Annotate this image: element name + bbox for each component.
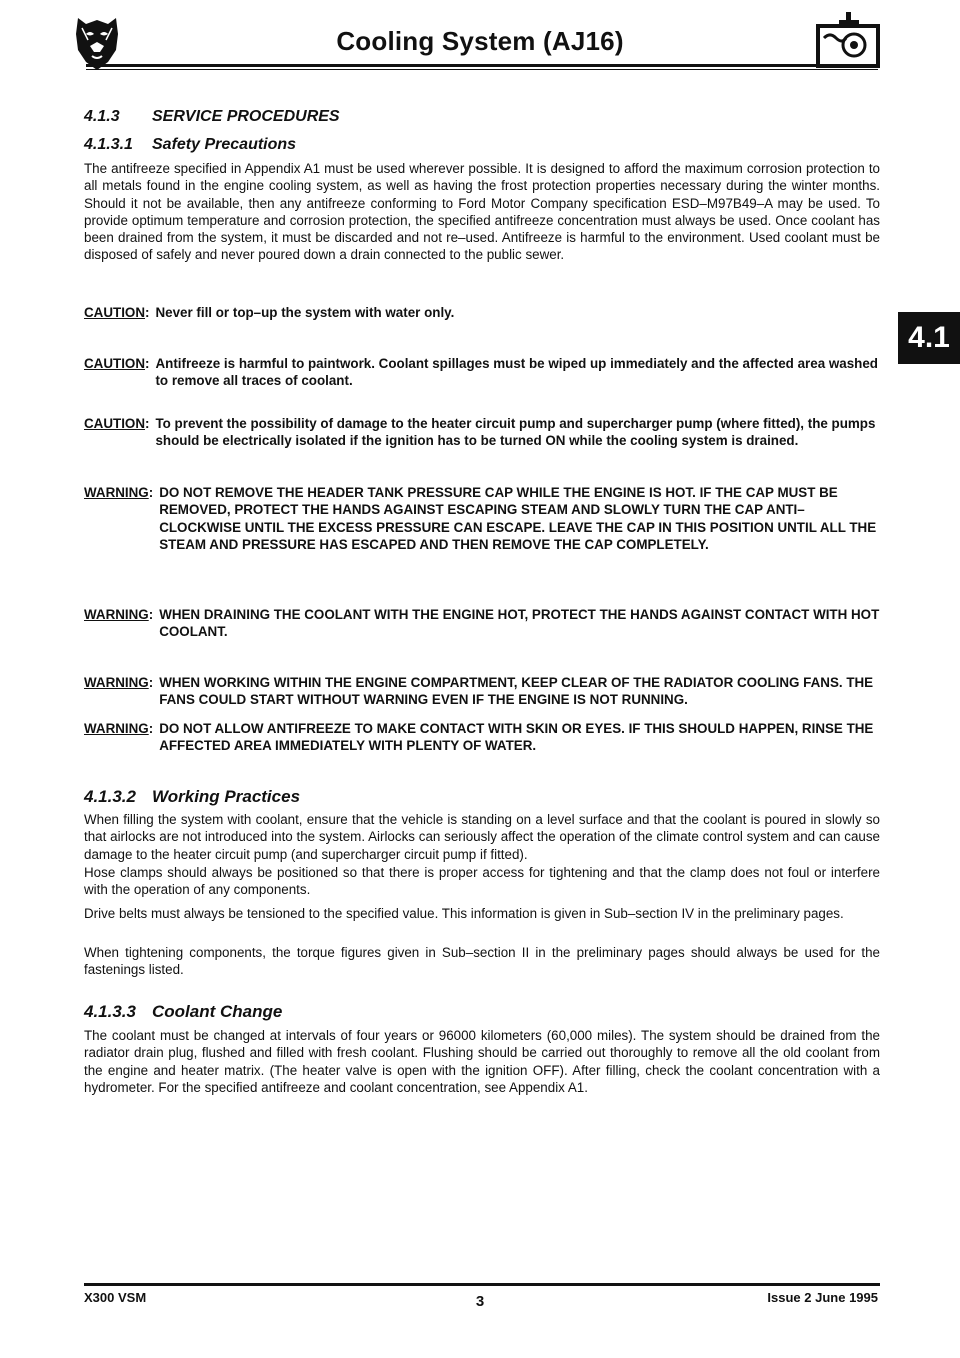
cooling-system-icon (812, 12, 882, 68)
page-number: 3 (475, 1293, 485, 1310)
section-tab: 4.1 (898, 312, 960, 364)
caution-label: CAUTION (84, 305, 145, 320)
heading-title: Working Practices (152, 787, 301, 806)
caution-1: CAUTION : Never fill or top–up the system with water only. (84, 304, 880, 321)
caution-label: CAUTION (84, 356, 145, 371)
heading-number: 4.1.3.1 (84, 136, 133, 153)
warning-text: DO NOT REMOVE THE HEADER TANK PRESSURE CAP WHILE THE ENGINE IS HOT. IF THE CAP MUST BE REMOVED, PROTECT THE HANDS AGAINST ESCAPING STEAM AND SLOWLY TURN THE CAP ANTI–CLOCKWISE UNTIL THE EXCESS PRESSURE CAN ESCAPE. LEAVE THE CAP IN THIS POSITION UNTIL ALL THE STEAM AND PRESSURE HAS ESCAPED AND THEN REMOVE THE CAP COMPLETELY. (159, 485, 877, 552)
heading-working-practices (84, 787, 300, 807)
heading-service-procedures (84, 108, 340, 126)
warning-text: WHEN DRAINING THE COOLANT WITH THE ENGINE HOT, PROTECT THE HANDS AGAINST CONTACT WITH HOT COOLANT. (159, 607, 880, 640)
heading-number: 4.1.3.2 (84, 787, 136, 806)
caution-text: Never fill or top–up the system with water only. (155, 305, 455, 320)
heading-title: Coolant Change (152, 1002, 283, 1021)
heading-title: Safety Precautions (152, 136, 297, 153)
warning-4: WARNING : DO NOT ALLOW ANTIFREEZE TO MAKE CONTACT WITH SKIN OR EYES. IF THIS SHOULD HAPPEN, RINSE THE AFFECTED AREA IMMEDIATELY WITH PLENTY OF WATER. (84, 720, 880, 755)
caution-label: CAUTION (84, 416, 145, 431)
heading-coolant-change (84, 1002, 282, 1022)
heading-title: SERVICE PROCEDURES (152, 108, 340, 125)
intro-paragraph: The antifreeze specified in Appendix A1 must be used wherever possible. It is designed to afford the maximum corrosion protection to all metals found in the engine cooling system, as well as having the frost protection properties necessary during the winter months. Should it not be available, then any antifreeze conforming to Ford Motor Company specification ESD–M97B49–A may be used. To provide optimum temperature and corrosion protection, the specified antifreeze concentration must always be used. Once coolant has been drained from the system, it must be discarded and not re–used. Antifreeze is harmful to the environment. Used coolant must be disposed of safely and never poured down a drain connected to the public sewer. (84, 161, 880, 263)
coolant-change-paragraph: The coolant must be changed at intervals of four years or 96000 kilometers (60,000 miles). The system should be drained from the radiator drain plug, flushed and filled with fresh coolant. Flushing should be carried out thoroughly to remove all the old coolant from the engine and heater matrix. (The heater valve is open with the ignition OFF). After filling, check the coolant concentration with a hydrometer. For the specified antifreeze and coolant concentration, see Appendix A1. (84, 1028, 880, 1095)
warning-text: DO NOT ALLOW ANTIFREEZE TO MAKE CONTACT WITH SKIN OR EYES. IF THIS SHOULD HAPPEN, RINSE THE AFFECTED AREA IMMEDIATELY WITH PLENTY OF WATER. (159, 721, 874, 754)
warning-label: WARNING (84, 485, 149, 500)
footer-issue-date: Issue 2 June 1995 (767, 1290, 878, 1305)
footer-rule (84, 1283, 880, 1286)
warning-label: WARNING (84, 607, 149, 622)
heading-safety-precautions (84, 136, 296, 154)
warning-label: WARNING (84, 675, 149, 690)
working-practice-paragraph: When tightening components, the torque figures given in Sub–section II in the preliminary pages should always be used for the fastenings listed. (84, 945, 880, 978)
caution-3: CAUTION : To prevent the possibility of damage to the heater circuit pump and supercharger pump (where fitted), the pumps should be electrically isolated if the ignition has to be turned ON while the cooling system is drained. (84, 415, 880, 450)
footer-document-id: X300 VSM (84, 1290, 147, 1305)
header-rule (86, 64, 878, 67)
warning-1: WARNING : DO NOT REMOVE THE HEADER TANK PRESSURE CAP WHILE THE ENGINE IS HOT. IF THE CAP MUST BE REMOVED, PROTECT THE HANDS AGAINST ESCAPING STEAM AND SLOWLY TURN THE CAP ANTI–CLOCKWISE UNTIL THE EXCESS PRESSURE CAN ESCAPE. LEAVE THE CAP IN THIS POSITION UNTIL ALL THE STEAM AND PRESSURE HAS ESCAPED AND THEN REMOVE THE CAP COMPLETELY. (84, 484, 880, 553)
warning-text: WHEN WORKING WITHIN THE ENGINE COMPARTMENT, KEEP CLEAR OF THE RADIATOR COOLING FANS. THE FANS COULD START WITHOUT WARNING EVEN IF THE ENGINE IS NOT RUNNING. (159, 675, 874, 708)
heading-number: 4.1.3.3 (84, 1002, 136, 1021)
header-rule-thin (86, 69, 878, 70)
caution-text: To prevent the possibility of damage to the heater circuit pump and supercharger pump (where fitted), the pumps should be electrically isolated if the ignition has to be turned ON while the cooling system is drained. (155, 416, 876, 449)
working-practice-paragraph: When filling the system with coolant, ensure that the vehicle is standing on a level surface and that the coolant is poured in slowly so that airlocks are not introduced into the system. Airlocks can seriously affect the operation of the climate control system and can cause damage to the heater circuit pump (and supercharger circuit pump if fitted). (84, 812, 880, 862)
page-header-title: Cooling System (AJ16) (336, 26, 624, 56)
working-practice-paragraph: Hose clamps should always be positioned so that there is proper access for tightening and that the clamp does not foul or interfere with the operation of any components. (84, 865, 880, 898)
working-practice-paragraph: Drive belts must always be tensioned to the specified value. This information is given in Sub–section IV in the preliminary pages. (84, 906, 844, 921)
caution-text: Antifreeze is harmful to paintwork. Coolant spillages must be wiped up immediately and the affected area washed to remove all traces of coolant. (155, 356, 878, 389)
warning-2: WARNING : WHEN DRAINING THE COOLANT WITH THE ENGINE HOT, PROTECT THE HANDS AGAINST CONTACT WITH HOT COOLANT. (84, 607, 880, 640)
warning-3: WARNING : WHEN WORKING WITHIN THE ENGINE COMPARTMENT, KEEP CLEAR OF THE RADIATOR COOLING FANS. THE FANS COULD START WITHOUT WARNING EVEN IF THE ENGINE IS NOT RUNNING. (84, 674, 880, 709)
heading-number: 4.1.3 (84, 108, 120, 125)
warning-label: WARNING (84, 721, 149, 736)
caution-2: CAUTION : Antifreeze is harmful to paintwork. Coolant spillages must be wiped up immediately and the affected area washed to remove all traces of coolant. (84, 355, 880, 390)
